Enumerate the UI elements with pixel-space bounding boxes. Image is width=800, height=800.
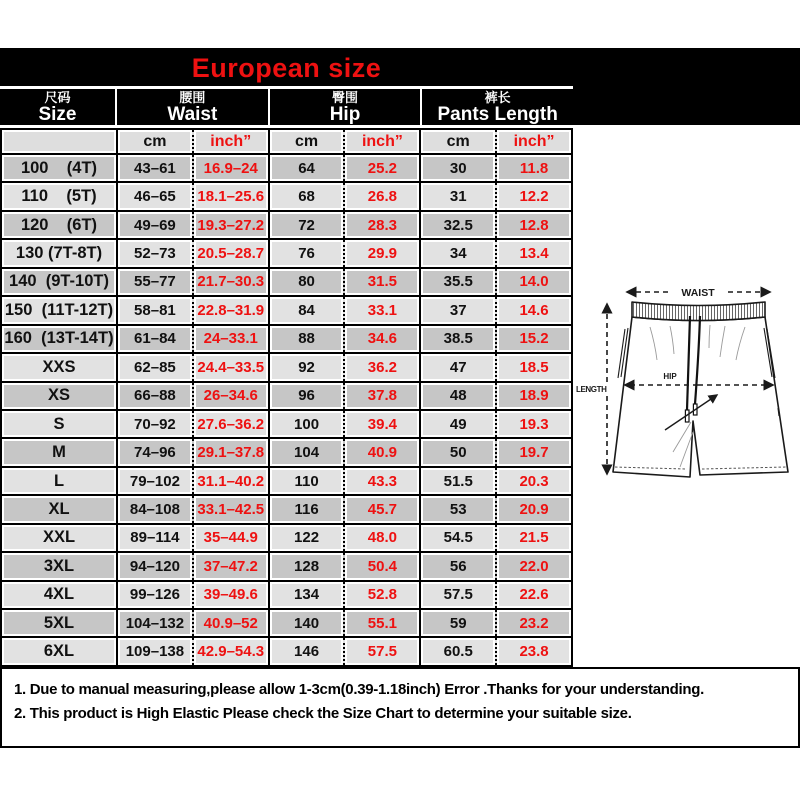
cell-len_cm: 53: [419, 496, 495, 522]
cell-hip_in: 52.8: [343, 582, 419, 608]
note-line-1: 1. Due to manual measuring,please allow 1-3cm(0.39-1.18inch) Error .Thanks for your understanding.: [14, 681, 704, 698]
column-header-hip-en: Hip: [329, 103, 361, 125]
cell-hip_in: 25.2: [343, 155, 419, 181]
table-row: [2, 383, 571, 411]
cell-size: 130 (7T-8T): [2, 240, 116, 266]
column-header-waist: [115, 89, 268, 125]
cell-hip_in: 31.5: [343, 269, 419, 295]
cell-len_cm: 54.5: [419, 525, 495, 551]
cell-hip_in: 45.7: [343, 496, 419, 522]
cell-size: 120 (6T): [2, 212, 116, 238]
cell-waist_in: 27.6–36.2: [192, 411, 268, 437]
notes-box: [0, 667, 800, 748]
cell-hip_cm: 110: [268, 468, 344, 494]
cell-len_cm: 50: [419, 439, 495, 465]
column-header-size: [0, 89, 115, 125]
cell-len_cm: 35.5: [419, 269, 495, 295]
cell-waist_cm: 84–108: [116, 496, 192, 522]
cell-size: XXS: [2, 354, 116, 380]
cell-len_cm: 59: [419, 610, 495, 636]
cell-len_in: 23.8: [495, 638, 571, 664]
table-row: [2, 439, 571, 467]
unit-header-waist-inch: inch”: [192, 130, 268, 153]
cell-waist_in: 19.3–27.2: [192, 212, 268, 238]
cell-size: S: [2, 411, 116, 437]
cell-waist_cm: 49–69: [116, 212, 192, 238]
cell-hip_cm: 134: [268, 582, 344, 608]
cell-waist_in: 40.9–52: [192, 610, 268, 636]
cell-len_cm: 30: [419, 155, 495, 181]
column-header-hip-zh: 臀围: [332, 89, 359, 105]
cell-len_in: 14.6: [495, 297, 571, 323]
cell-waist_cm: 89–114: [116, 525, 192, 551]
cell-size: L: [2, 468, 116, 494]
column-header-pants-length: [420, 89, 573, 125]
cell-size: 3XL: [2, 553, 116, 579]
table-row: [2, 297, 571, 325]
cell-hip_in: 50.4: [343, 553, 419, 579]
cell-len_cm: 37: [419, 297, 495, 323]
cell-size: 110 (5T): [2, 183, 116, 209]
table-row: [2, 326, 571, 354]
table-row: [2, 582, 571, 610]
cell-waist_cm: 55–77: [116, 269, 192, 295]
cell-hip_cm: 128: [268, 553, 344, 579]
cell-waist_cm: 52–73: [116, 240, 192, 266]
cell-hip_cm: 122: [268, 525, 344, 551]
table-header-band: [0, 48, 800, 125]
cell-len_in: 15.2: [495, 326, 571, 352]
cell-waist_in: 39–49.6: [192, 582, 268, 608]
column-header-pants-length-en: Pants Length: [437, 103, 558, 125]
cell-len_in: 11.8: [495, 155, 571, 181]
cell-len_cm: 32.5: [419, 212, 495, 238]
cell-size: XXL: [2, 525, 116, 551]
cell-len_cm: 49: [419, 411, 495, 437]
table-row: [2, 354, 571, 382]
unit-header-waist-cm: cm: [116, 130, 192, 153]
cell-len_cm: 56: [419, 553, 495, 579]
cell-size: 6XL: [2, 638, 116, 664]
cell-hip_cm: 68: [268, 183, 344, 209]
cell-waist_in: 21.7–30.3: [192, 269, 268, 295]
cell-size: 5XL: [2, 610, 116, 636]
cell-size: 160 (13T-14T): [2, 326, 116, 352]
cell-hip_cm: 96: [268, 383, 344, 409]
cell-len_cm: 47: [419, 354, 495, 380]
cell-hip_in: 39.4: [343, 411, 419, 437]
cell-len_cm: 51.5: [419, 468, 495, 494]
cell-hip_cm: 100: [268, 411, 344, 437]
cell-hip_in: 57.5: [343, 638, 419, 664]
cell-hip_cm: 104: [268, 439, 344, 465]
cell-len_cm: 60.5: [419, 638, 495, 664]
hip-label: HIP: [663, 372, 677, 381]
cell-len_in: 12.2: [495, 183, 571, 209]
shorts-waistband: [632, 302, 765, 321]
table-row: [2, 240, 571, 268]
cell-hip_cm: 140: [268, 610, 344, 636]
cell-waist_cm: 43–61: [116, 155, 192, 181]
column-header-size-en: Size: [38, 103, 77, 125]
cell-waist_cm: 74–96: [116, 439, 192, 465]
cell-waist_in: 24.4–33.5: [192, 354, 268, 380]
cell-hip_in: 40.9: [343, 439, 419, 465]
table-row: [2, 183, 571, 211]
cell-hip_cm: 116: [268, 496, 344, 522]
cell-len_cm: 34: [419, 240, 495, 266]
size-table: [0, 128, 573, 667]
cell-len_in: 19.3: [495, 411, 571, 437]
cell-waist_in: 22.8–31.9: [192, 297, 268, 323]
cell-hip_in: 37.8: [343, 383, 419, 409]
unit-header-blank: [2, 130, 116, 153]
cell-waist_in: 33.1–42.5: [192, 496, 268, 522]
column-header-hip: [268, 89, 421, 125]
shorts-outline: [613, 317, 788, 477]
cell-waist_in: 31.1–40.2: [192, 468, 268, 494]
cell-waist_cm: 66–88: [116, 383, 192, 409]
unit-header-hip-inch: inch”: [343, 130, 419, 153]
cell-waist_cm: 94–120: [116, 553, 192, 579]
cell-size: XS: [2, 383, 116, 409]
note-line-2: 2. This product is High Elastic Please check the Size Chart to determine your suitable size.: [14, 705, 632, 722]
cell-len_in: 13.4: [495, 240, 571, 266]
cell-hip_in: 55.1: [343, 610, 419, 636]
table-row: [2, 525, 571, 553]
page-title: European size: [191, 53, 382, 83]
table-row: [2, 269, 571, 297]
cell-len_in: 20.3: [495, 468, 571, 494]
table-row: [2, 411, 571, 439]
cell-len_cm: 48: [419, 383, 495, 409]
cell-len_in: 22.6: [495, 582, 571, 608]
cell-len_in: 18.9: [495, 383, 571, 409]
column-header-waist-zh: 腰围: [179, 89, 206, 105]
cell-len_cm: 38.5: [419, 326, 495, 352]
waist-label: WAIST: [681, 287, 715, 299]
cell-waist_cm: 58–81: [116, 297, 192, 323]
unit-header-length-inch: inch”: [495, 130, 571, 153]
unit-header-length-cm: cm: [419, 130, 495, 153]
cell-waist_cm: 46–65: [116, 183, 192, 209]
cell-waist_cm: 79–102: [116, 468, 192, 494]
cell-hip_cm: 64: [268, 155, 344, 181]
cell-len_in: 14.0: [495, 269, 571, 295]
cell-waist_cm: 104–132: [116, 610, 192, 636]
cell-waist_in: 42.9–54.3: [192, 638, 268, 664]
table-row: [2, 212, 571, 240]
cell-hip_in: 33.1: [343, 297, 419, 323]
cell-hip_in: 48.0: [343, 525, 419, 551]
cell-hip_cm: 92: [268, 354, 344, 380]
cell-waist_in: 18.1–25.6: [192, 183, 268, 209]
cell-hip_in: 26.8: [343, 183, 419, 209]
length-label: LENGTH: [576, 385, 607, 394]
cell-hip_in: 36.2: [343, 354, 419, 380]
cell-waist_in: 26–34.6: [192, 383, 268, 409]
cell-waist_in: 29.1–37.8: [192, 439, 268, 465]
cell-len_cm: 31: [419, 183, 495, 209]
cell-len_cm: 57.5: [419, 582, 495, 608]
column-header-size-zh: 尺码: [44, 89, 71, 105]
cell-len_in: 12.8: [495, 212, 571, 238]
cell-len_in: 20.9: [495, 496, 571, 522]
cell-hip_in: 28.3: [343, 212, 419, 238]
table-row: [2, 496, 571, 524]
cell-waist_cm: 61–84: [116, 326, 192, 352]
table-row: [2, 638, 571, 666]
cell-hip_cm: 146: [268, 638, 344, 664]
cell-waist_cm: 109–138: [116, 638, 192, 664]
cell-size: 100 (4T): [2, 155, 116, 181]
cell-waist_cm: 70–92: [116, 411, 192, 437]
cell-size: 140 (9T-10T): [2, 269, 116, 295]
cell-waist_in: 20.5–28.7: [192, 240, 268, 266]
cell-hip_cm: 80: [268, 269, 344, 295]
column-group-header: [0, 89, 573, 125]
table-row: [2, 610, 571, 638]
cell-size: XL: [2, 496, 116, 522]
column-header-waist-en: Waist: [167, 103, 218, 125]
cell-hip_cm: 76: [268, 240, 344, 266]
cell-waist_in: 37–47.2: [192, 553, 268, 579]
cell-waist_cm: 99–126: [116, 582, 192, 608]
table-row: [2, 468, 571, 496]
table-row: [2, 155, 571, 183]
cell-waist_cm: 62–85: [116, 354, 192, 380]
cell-waist_in: 35–44.9: [192, 525, 268, 551]
shorts-measurement-diagram: [575, 282, 800, 492]
table-rows: [2, 155, 571, 667]
cell-hip_cm: 88: [268, 326, 344, 352]
cell-hip_in: 29.9: [343, 240, 419, 266]
cell-size: 150 (11T-12T): [2, 297, 116, 323]
unit-header-hip-cm: cm: [268, 130, 344, 153]
cell-len_in: 22.0: [495, 553, 571, 579]
cell-hip_cm: 72: [268, 212, 344, 238]
cell-hip_in: 34.6: [343, 326, 419, 352]
cell-waist_in: 24–33.1: [192, 326, 268, 352]
cell-waist_in: 16.9–24: [192, 155, 268, 181]
cell-size: 4XL: [2, 582, 116, 608]
cell-len_in: 21.5: [495, 525, 571, 551]
cell-hip_cm: 84: [268, 297, 344, 323]
unit-header-row: [2, 128, 571, 155]
table-row: [2, 553, 571, 581]
cell-len_in: 18.5: [495, 354, 571, 380]
column-header-pants-length-zh: 裤长: [484, 89, 511, 105]
cell-len_in: 23.2: [495, 610, 571, 636]
cell-size: M: [2, 439, 116, 465]
cell-len_in: 19.7: [495, 439, 571, 465]
cell-hip_in: 43.3: [343, 468, 419, 494]
